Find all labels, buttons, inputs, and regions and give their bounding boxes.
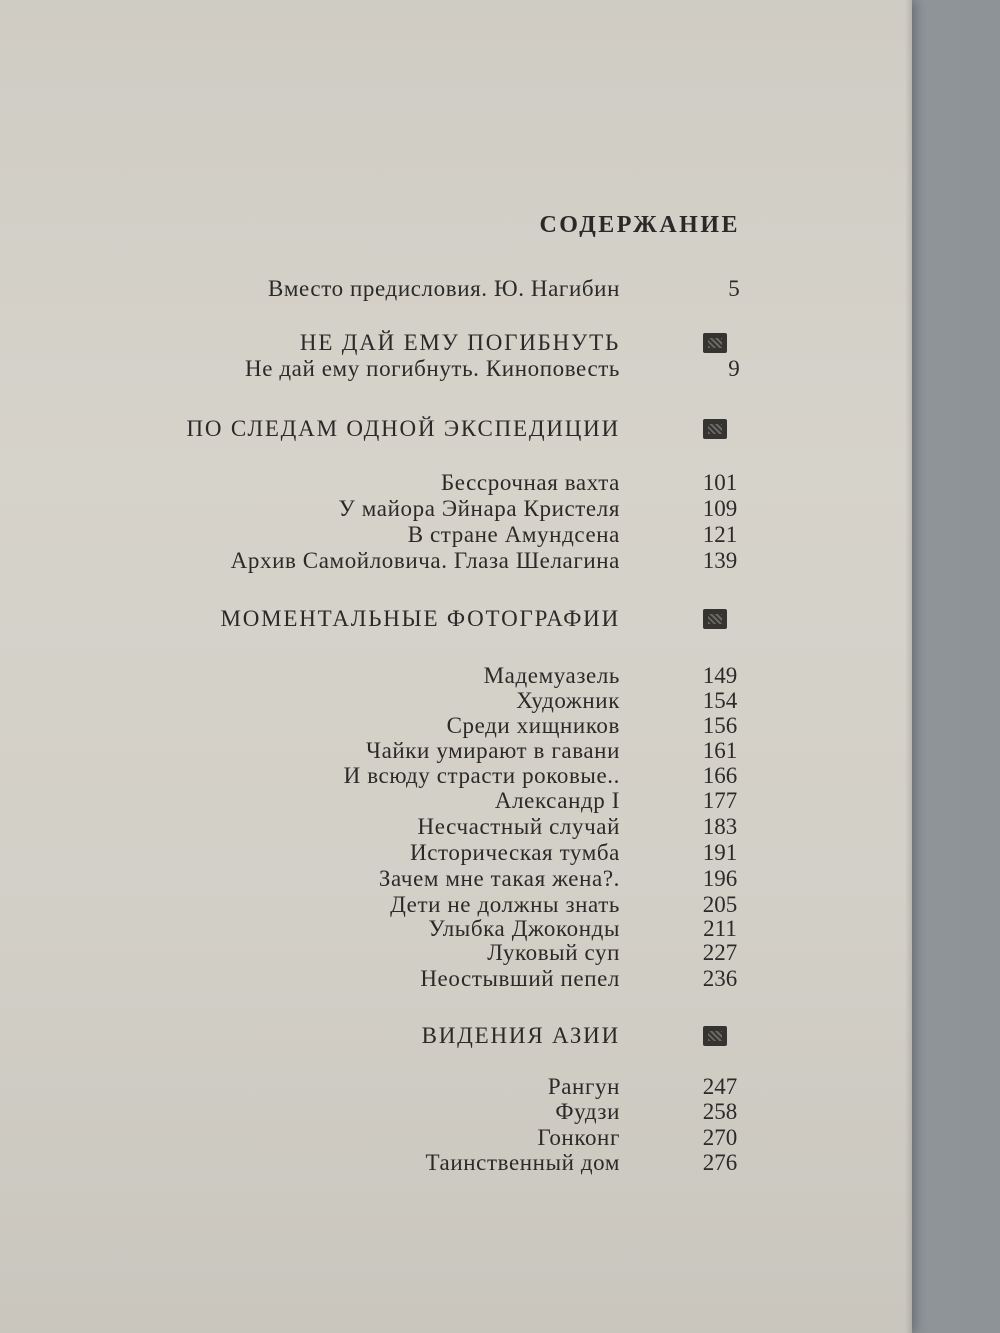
page-title: СОДЕРЖАНИЕ: [539, 212, 740, 238]
toc-entry-title: Александр I: [494, 788, 620, 813]
toc-entry-page: 139: [702, 548, 738, 573]
section-marker-icon: [703, 609, 727, 629]
toc-entry-title: Дети не должны знать: [390, 892, 620, 917]
toc-entry-page: 161: [702, 738, 738, 763]
toc-entry-title: Архив Самойловича. Глаза Шелагина: [230, 548, 620, 573]
toc-entry-title: Зачем мне такая жена?.: [378, 866, 620, 891]
toc-entry-title: Неостывший пепел: [420, 966, 620, 991]
toc-entry-title: Не дай ему погибнуть. Киноповесть: [245, 356, 620, 381]
toc-entry-page: 109: [702, 496, 738, 521]
toc-entry-title: Чайки умирают в гавани: [366, 738, 620, 763]
toc-entry-title: Гонконг: [537, 1125, 620, 1150]
toc-entry-page: 227: [702, 940, 738, 965]
toc-entry-page: 9: [728, 356, 740, 381]
toc-entry-page: 101: [702, 470, 738, 495]
toc-entry-page: 196: [702, 866, 738, 891]
toc-entry-page: 211: [703, 916, 737, 941]
page-edge: [905, 0, 912, 1333]
toc-entry-page: 247: [702, 1074, 738, 1099]
toc-entry-page: 276: [702, 1150, 738, 1175]
section-heading: ПО СЛЕДАМ ОДНОЙ ЭКСПЕДИЦИИ: [186, 416, 620, 441]
toc-entry-title: Таинственный дом: [425, 1150, 620, 1175]
toc-entry-title: Луковый суп: [487, 940, 620, 965]
toc-entry-title: Фудзи: [555, 1099, 620, 1124]
toc-entry-title: Художник: [516, 688, 620, 713]
section-marker-icon: [703, 333, 727, 353]
toc-entry-page: 177: [702, 788, 738, 813]
toc-preface-title: Вместо предисловия. Ю. Нагибин: [267, 276, 620, 301]
toc-entry-title: Улыбка Джоконды: [428, 916, 620, 941]
section-marker-icon: [703, 1026, 727, 1046]
toc-entry-title: В стране Амундсена: [407, 522, 620, 547]
toc-entry-page: 154: [702, 688, 738, 713]
section-heading: НЕ ДАЙ ЕМУ ПОГИБНУТЬ: [299, 330, 620, 355]
section-marker-icon: [703, 419, 727, 439]
toc-entry-title: Мадемуазель: [483, 663, 620, 688]
toc-entry-page: 191: [702, 840, 738, 865]
toc-entry-page: 236: [702, 966, 738, 991]
toc-preface-page: 5: [728, 276, 740, 301]
toc-entry-title: Рангун: [547, 1074, 620, 1099]
toc-entry-page: 270: [702, 1125, 738, 1150]
toc-entry-title: Бессрочная вахта: [440, 470, 620, 495]
toc-entry-title: И всюду страсти роковые..: [343, 763, 620, 788]
toc-entry-title: Среди хищников: [446, 713, 620, 738]
toc-entry-title: Историческая тумба: [409, 840, 620, 865]
toc-entry-page: 258: [702, 1099, 738, 1124]
toc-entry-page: 205: [702, 892, 738, 917]
toc-entry-title: Несчастный случай: [417, 814, 620, 839]
toc-entry-page: 149: [702, 663, 738, 688]
section-heading: МОМЕНТАЛЬНЫЕ ФОТОГРАФИИ: [220, 606, 620, 631]
toc-entry-page: 121: [702, 522, 738, 547]
toc-entry-page: 166: [702, 763, 738, 788]
section-heading: ВИДЕНИЯ АЗИИ: [421, 1023, 620, 1048]
toc-entry-page: 183: [702, 814, 738, 839]
toc-entry-title: У майора Эйнара Кристеля: [338, 496, 620, 521]
toc-entry-page: 156: [702, 713, 738, 738]
